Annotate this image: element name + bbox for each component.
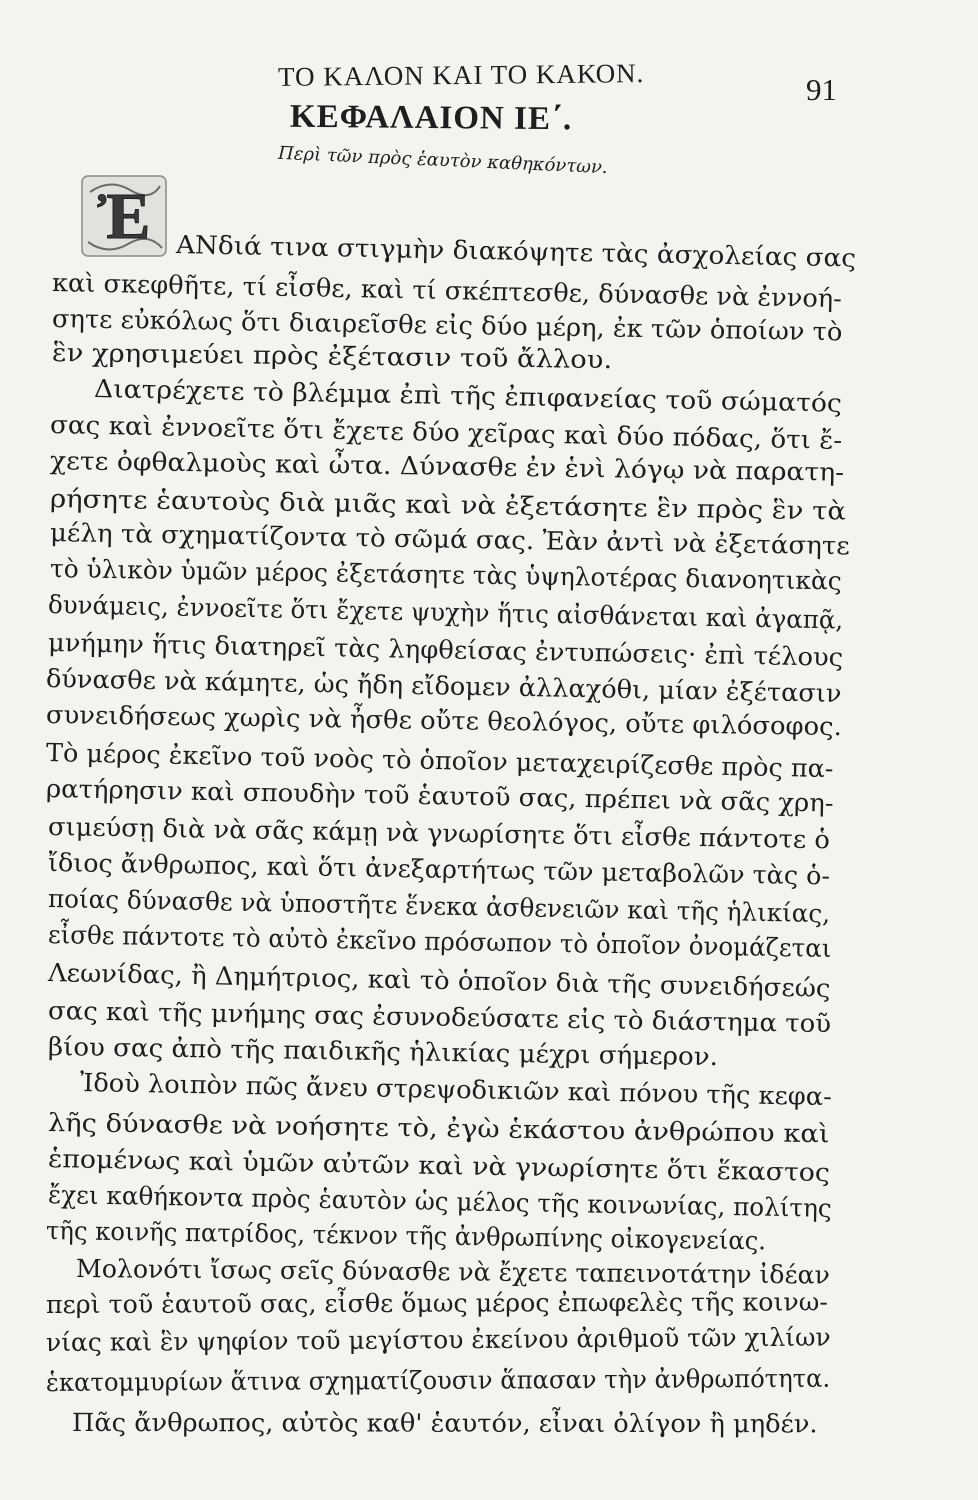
text-line: ἔχει καθήκοντα πρὸς ἑαυτὸν ὡς μέλος τῆς κοινωνίας, πολίτης xyxy=(47,1180,832,1223)
text-line: τὸ ὑλικὸν ὑμῶν μέρος ἐξετάσητε τὰς ὑψηλοτέρας διανοητικὰς xyxy=(49,554,842,596)
text-line: περὶ τοῦ ἑαυτοῦ σας, εἶσθε ὅμως μέρος ἐπωφελὲς τῆς κοινω- xyxy=(45,1287,829,1319)
text-line: τῆς κοινῆς πατρίδος, τέκνον τῆς ἀνθρωπίνης οἰκογενείας. xyxy=(45,1216,767,1256)
text-line: Πᾶς ἄνθρωπος, αὐτὸς καθ' ἑαυτόν, εἶναι ὀλίγον ἢ μηδέν. xyxy=(71,1408,818,1439)
text-line: Διατρέχετε τὸ βλέμμα ἐπὶ τῆς ἐπιφανείας τοῦ σώματός xyxy=(93,374,843,418)
running-head-title: ΤΟ ΚΑΛΟΝ ΚΑΙ ΤΟ ΚΑΚΟΝ. xyxy=(277,58,645,92)
text-line: νίας καὶ ἓν ψηφίον τοῦ μεγίστου ἐκείνου ἀριθμοῦ τῶν χιλίων xyxy=(45,1322,831,1357)
text-line: βίου σας ἀπὸ τῆς παιδικῆς ἡλικίας μέχρι σήμερον. xyxy=(47,1032,719,1072)
text-line: χετε ὀφθαλμοὺς καὶ ὦτα. Δύνασθε ἐν ἑνὶ λόγῳ νὰ παρατη- xyxy=(49,446,845,487)
text-line: ποίας δύνασθε νὰ ὑποστῆτε ἕνεκα ἀσθενειῶν καὶ τῆς ἡλικίας, xyxy=(47,884,831,929)
text-line: δύνασθε νὰ κάμητε, ὡς ἤδη εἴδομεν ἀλλαχόθι, μίαν ἐξέτασιν xyxy=(45,664,842,708)
text-line: ἑπομένως καὶ ὑμῶν αὐτῶν καὶ νὰ γνωρίσητε ὅτι ἕκαστος xyxy=(47,1144,831,1188)
text-line: Λεωνίδας, ἢ Δημήτριος, καὶ τὸ ὁποῖον διὰ τῆς συνειδήσεώς xyxy=(47,958,831,1003)
text-line: σας καὶ τῆς μνήμης σας ἐσυνοδεύσατε εἰς τὸ διάστημα τοῦ xyxy=(47,996,832,1039)
text-line: σητε εὐκόλως ὅτι διαιρεῖσθε εἰς δύο μέρη, ἐκ τῶν ὁποίων τὸ xyxy=(51,304,843,347)
text-line: ἓν χρησιμεύει πρὸς ἐξέτασιν τοῦ ἄλλου. xyxy=(51,338,613,375)
chapter-title: ΚΕΦΑΛΑΙΟΝ ΙΕ΄. xyxy=(289,98,573,138)
text-line: σιμεύσῃ διὰ νὰ σᾶς κάμῃ νὰ γνωρίσητε ὅτι εἶσθε πάντοτε ὁ xyxy=(47,812,831,855)
text-line: ρήσητε ἑαυτοὺς διὰ μιᾶς καὶ νὰ ἐξετάσητε ἓν πρὸς ἓν τὰ xyxy=(49,484,847,526)
text-line: Ἰδοὺ λοιπὸν πῶς ἄνευ στρεψοδικιῶν καὶ πόνου τῆς κεφα- xyxy=(79,1068,833,1112)
text-line: καὶ σκεφθῆτε, τί εἶσθε, καὶ τί σκέπτεσθε, δύνασθε νὰ ἐννοή- xyxy=(51,268,843,314)
text-line: μνήμην ἥτις διατηρεῖ τὰς ληφθείσας ἐντυπώσεις· ἐπὶ τέλους xyxy=(47,628,844,672)
chapter-subtitle: Περὶ τῶν πρὸς ἑαυτὸν καθηκόντων. xyxy=(277,142,609,179)
text-line: ἴδιος ἄνθρωπος, καὶ ὅτι ἀνεξαρτήτως τῶν μεταβολῶν τὰς ὁ- xyxy=(47,848,831,891)
text-line: εἶσθε πάντοτε τὸ αὐτὸ ἐκεῖνο πρόσωπον τὸ ὁποῖον ὀνομάζεται xyxy=(47,920,832,963)
text-line: λῆς δύνασθε νὰ νοήσητε τὸ, ἐγὼ ἑκάστου ἀνθρώπου καὶ xyxy=(47,1108,830,1149)
text-line: ΑΝδιά τινα στιγμὴν διακόψητε τὰς ἀσχολείας σας xyxy=(175,230,857,273)
page-number: 91 xyxy=(806,72,837,107)
text-line: Μολονότι ἴσως σεῖς δύνασθε νὰ ἔχετε ταπεινοτάτην ἰδέαν xyxy=(75,1254,831,1290)
text-line: δυνάμεις, ἐννοεῖτε ὅτι ἔχετε ψυχὴν ἥτις αἰσθάνεται καὶ ἀγαπᾷ, xyxy=(47,590,844,635)
text-line: συνειδήσεως χωρὶς νὰ ἦσθε οὔτε θεολόγος, οὔτε φιλόσοφος. xyxy=(45,700,843,742)
drop-cap-letter: Ἐ xyxy=(97,180,151,253)
text-line: σας καὶ ἐννοεῖτε ὅτι ἔχετε δύο χεῖρας καὶ δύο πόδας, ὅτι ἔ- xyxy=(49,410,843,455)
text-line: ρατήρησιν καὶ σπουδὴν τοῦ ἑαυτοῦ σας, πρέπει νὰ σᾶς χρη- xyxy=(45,774,834,818)
text-line: Τὸ μέρος ἐκεῖνο τοῦ νοὸς τὸ ὁποῖον μεταχειρίζεσθε πρὸς πα- xyxy=(45,738,834,784)
text-line: ἑκατομμυρίων ἅτινα σχηματίζουσιν ἅπασαν τὴν ἀνθρωπότητα. xyxy=(45,1363,831,1397)
text-line: μέλη τὰ σχηματίζοντα τὸ σῶμά σας. Ἐὰν ἀντὶ νὰ ἐξετάσητε xyxy=(49,518,851,561)
